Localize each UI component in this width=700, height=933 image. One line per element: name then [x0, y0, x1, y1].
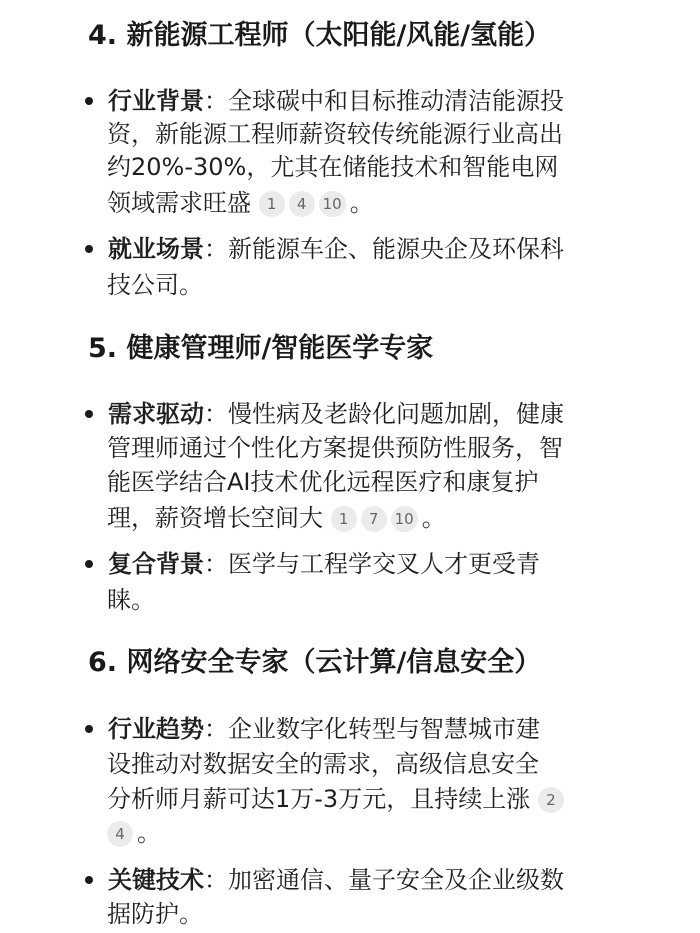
line-text: 理，薪资增长空间大	[107, 504, 323, 532]
separator: ：	[204, 550, 228, 578]
line-text: 企业数字化转型与智慧城市建	[228, 715, 540, 743]
bullet-line: 约20%-30%，尤其在储能技术和智能电网	[107, 153, 559, 181]
sentence-end: 。	[421, 504, 446, 532]
bullet-line	[108, 398, 564, 430]
citation-badge[interactable]: 1	[259, 191, 285, 217]
bullet-label: 复合背景	[108, 550, 204, 578]
separator: ：	[204, 400, 228, 428]
bullet-line	[108, 85, 564, 117]
separator: ：	[204, 715, 228, 743]
line-text: 全球碳中和目标推动清洁能源投	[228, 87, 564, 115]
citation-badge[interactable]: 4	[107, 821, 133, 847]
bullet-label: 行业背景	[108, 87, 204, 115]
line-text: 新能源车企、能源央企及环保科	[228, 235, 564, 263]
bullet-label: 就业场景	[108, 235, 204, 263]
bullet-dot	[85, 560, 93, 568]
bullet-dot	[85, 97, 93, 105]
bullet-dot	[85, 876, 93, 884]
bullet-line	[108, 713, 540, 745]
bullet-label: 需求驱动	[108, 400, 204, 428]
citation-badge[interactable]: 10	[319, 191, 346, 217]
citation-badge[interactable]: 7	[361, 506, 387, 532]
separator: ：	[204, 235, 228, 263]
section-heading-4: 4. 新能源工程师（太阳能/风能/氢能）	[88, 20, 552, 51]
bullet-line	[107, 187, 374, 219]
line-text: 分析师月薪可达1万-3万元，且持续上涨	[107, 785, 531, 813]
bullet-line	[108, 864, 564, 896]
bullet-dot	[85, 725, 93, 733]
bullet-line	[108, 548, 540, 580]
citation-badge[interactable]: 1	[331, 506, 357, 532]
separator: ：	[204, 87, 228, 115]
bullet-line	[107, 502, 446, 534]
bullet-line	[107, 817, 161, 849]
bullet-line: 能医学结合AI技术优化远程医疗和康复护	[107, 468, 539, 496]
bullet-line	[107, 783, 568, 815]
bullet-line: 资，新能源工程师薪资较传统能源行业高出	[107, 120, 563, 148]
bullet-line	[108, 233, 564, 265]
sentence-end: 。	[137, 819, 161, 847]
line-text: 医学与工程学交叉人才更受青	[228, 550, 540, 578]
bullet-dot	[85, 410, 93, 418]
line-text: 慢性病及老龄化问题加剧，健康	[228, 400, 564, 428]
section-heading-5: 5. 健康管理师/智能医学专家	[88, 333, 434, 364]
line-text: 加密通信、量子安全及企业级数	[228, 866, 564, 894]
bullet-line: 睐。	[107, 586, 155, 614]
sentence-end: 。	[349, 189, 374, 217]
bullet-line: 技公司。	[107, 271, 203, 299]
bullet-label: 行业趋势	[108, 715, 204, 743]
bullet-line: 据防护。	[107, 900, 203, 928]
citation-badge[interactable]: 2	[538, 787, 564, 813]
bullet-dot	[85, 245, 93, 253]
separator: ：	[204, 866, 228, 894]
citation-badge[interactable]: 4	[289, 191, 315, 217]
bullet-label: 关键技术	[108, 866, 204, 894]
section-heading-6: 6. 网络安全专家（云计算/信息安全）	[88, 647, 542, 678]
citation-badge[interactable]: 10	[391, 506, 418, 532]
bullet-line: 管理师通过个性化方案提供预防性服务，智	[107, 434, 563, 462]
line-text: 领域需求旺盛	[107, 189, 251, 217]
bullet-line: 设推动对数据安全的需求，高级信息安全	[107, 750, 539, 778]
